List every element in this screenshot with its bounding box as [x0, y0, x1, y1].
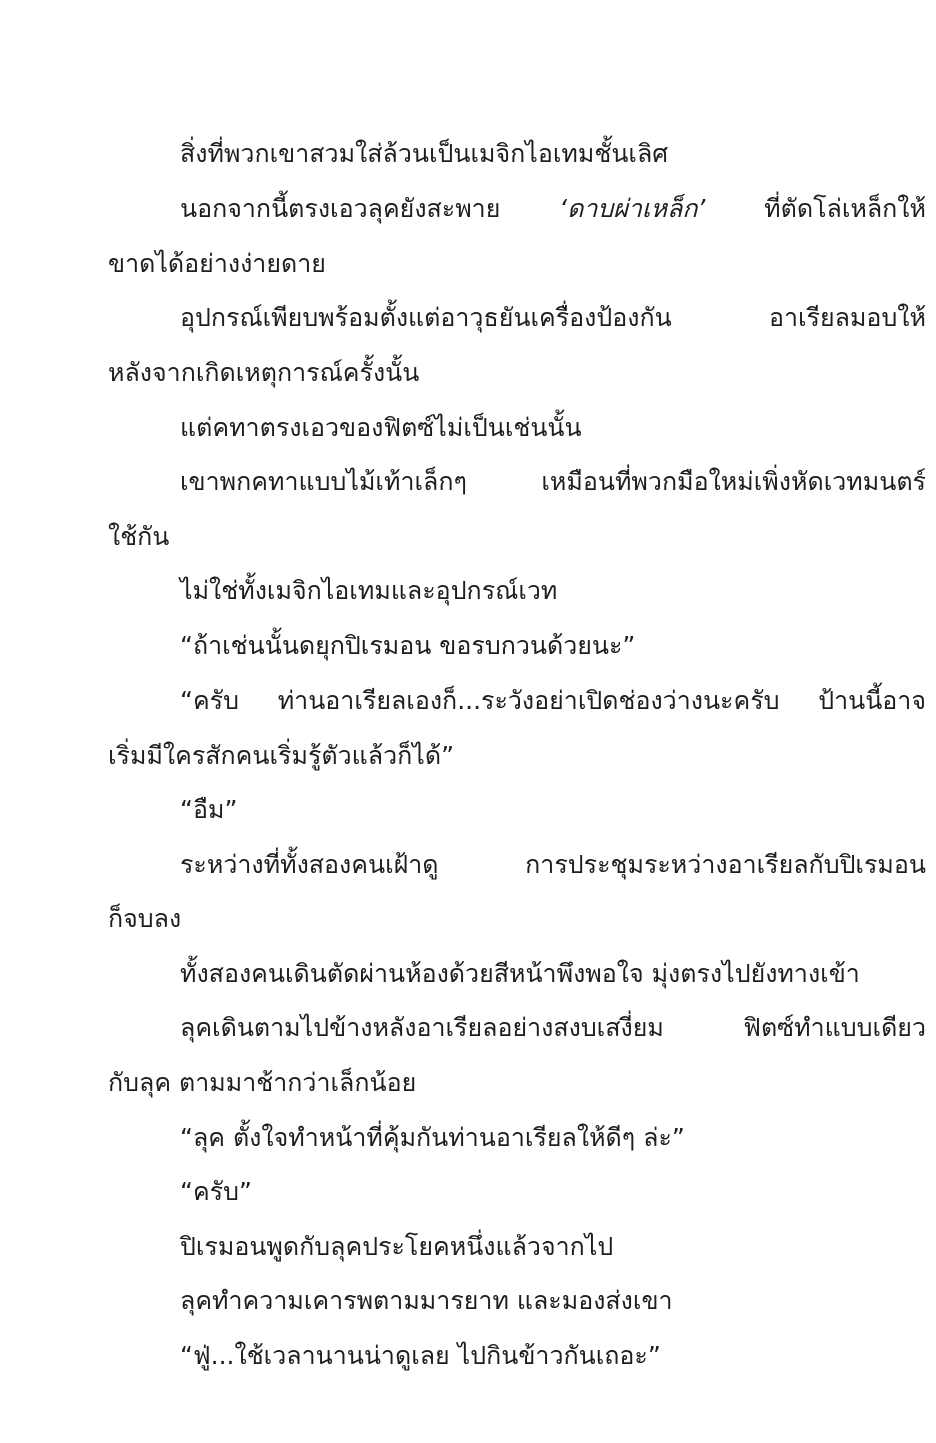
text-line: เริ่มมีใครสักคนเริ่มรู้ตัวแล้วก็ได้”	[108, 741, 455, 770]
text-segment	[559, 189, 705, 229]
text-line	[180, 298, 926, 338]
text-segment: การประชุมระหว่างอาเรียลกับปิเรมอน	[525, 850, 926, 879]
text-line: หลังจากเกิดเหตุการณ์ครั้งนั้น	[108, 358, 420, 387]
text-line	[180, 681, 926, 721]
text-line	[180, 1008, 926, 1048]
text-segment: ที่ตัดโล่เหล็กให้	[764, 194, 926, 223]
text-line: ไม่ใช่ทั้งเมจิกไอเทมและอุปกรณ์เวท	[180, 576, 558, 605]
text-line: ปิเรมอนพูดกับลุคประโยคหนึ่งแล้วจากไป	[180, 1232, 614, 1261]
text-segment: อาเรียลมอบให้	[768, 303, 926, 332]
text-segment: เขาพกคทาแบบไม้เท้าเล็กๆ	[180, 467, 467, 496]
text-segment: ระหว่างที่ทั้งสองคนเฝ้าดู	[180, 850, 439, 879]
text-line: ทั้งสองคนเดินตัดผ่านห้องด้วยสีหน้าพึงพอใจ มุ่งตรงไปยังทางเข้า	[180, 959, 860, 988]
text-line: ใช้กัน	[108, 522, 170, 551]
text-line: ขาดได้อย่างง่ายดาย	[108, 249, 326, 278]
text-line: “ฟู่...ใช้เวลานานน่าดูเลย ไปกินข้าวกันเถอะ”	[180, 1341, 661, 1370]
text-line: “อืม”	[180, 795, 238, 824]
text-line: ก็จบลง	[108, 904, 182, 933]
text-line: “ครับ”	[180, 1177, 252, 1206]
text-line	[180, 845, 926, 885]
text-line: ลุคทำความเคารพตามมารยาท และมองส่งเขา	[180, 1286, 673, 1315]
text-line: “ถ้าเช่นนั้นดยุกปิเรมอน ขอรบกวนด้วยนะ”	[180, 631, 636, 660]
text-line: “ลุค ตั้งใจทำหน้าที่คุ้มกันท่านอาเรียลให้ดีๆ ล่ะ”	[180, 1123, 685, 1152]
text-line: กับลุค ตามมาช้ากว่าเล็กน้อย	[108, 1068, 417, 1097]
text-line: แต่คทาตรงเอวของฟิตซ์ไม่เป็นเช่นนั้น	[180, 413, 582, 442]
text-line	[180, 189, 926, 229]
text-line: สิ่งที่พวกเขาสวมใส่ล้วนเป็นเมจิกไอเทมชั้นเลิศ	[180, 139, 669, 168]
emphasized-term: ‘ดาบผ่าเหล็ก’	[559, 194, 706, 223]
text-segment: ป้านนี้อาจ	[818, 686, 926, 715]
text-segment: อุปกรณ์เพียบพร้อมตั้งแต่อาวุธยันเครื่องป้องกัน	[180, 303, 672, 332]
text-segment: “ครับ	[180, 686, 239, 715]
text-segment: นอกจากนี้ตรงเอวลุคยังสะพาย	[180, 194, 501, 223]
text-line	[180, 462, 926, 502]
text-segment: ท่านอาเรียลเองก็...ระวังอย่าเปิดช่องว่างนะครับ	[277, 686, 780, 715]
text-segment: เหมือนที่พวกมือใหม่เพิ่งหัดเวทมนตร์	[541, 467, 926, 496]
text-segment: ลุคเดินตามไปข้างหลังอาเรียลอย่างสงบเสงี่ยม	[180, 1013, 664, 1042]
text-segment: ฟิตซ์ทำแบบเดียว	[743, 1013, 926, 1042]
